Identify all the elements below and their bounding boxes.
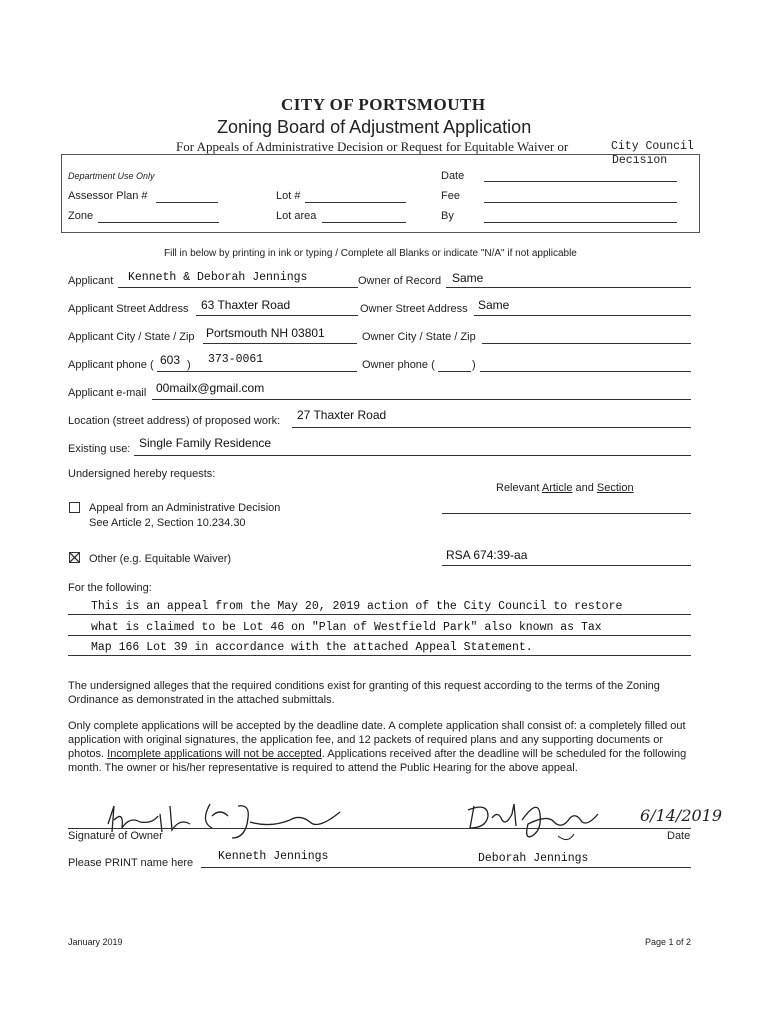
appeal-option-label: Appeal from an Administrative Decision	[89, 502, 281, 514]
existing-use-line	[134, 455, 691, 456]
following-line-2[interactable]: what is claimed to be Lot 46 on "Plan of Westfield Park" also known as Tax	[91, 621, 602, 634]
date-field[interactable]	[484, 181, 677, 182]
signature-label: Signature of Owner	[68, 830, 163, 842]
date-label: Date	[441, 170, 465, 182]
email-value[interactable]: 00mailx@gmail.com	[156, 381, 265, 395]
request-intro: Undersigned hereby requests:	[68, 468, 216, 480]
phone-area-value[interactable]: 603	[160, 353, 181, 367]
appeal-option-sub: See Article 2, Section 10.234.30	[89, 517, 246, 529]
applicant-name-line	[118, 287, 358, 288]
req-text-underlined: Incomplete applications will not be accepted	[107, 748, 322, 760]
relevant-article-section	[496, 482, 634, 494]
lot-area-field[interactable]	[322, 222, 406, 223]
fee-field[interactable]	[484, 202, 677, 203]
owner-phone-paren: )	[472, 359, 476, 371]
other-option-value[interactable]: RSA 674:39-aa	[446, 548, 528, 562]
requirements-paragraph	[68, 719, 693, 775]
location-line	[292, 427, 691, 428]
phone-number-value[interactable]: 373-0061	[208, 353, 264, 366]
fee-label: Fee	[441, 190, 460, 202]
relevant-text-a: Relevant	[496, 482, 542, 494]
zone-label: Zone	[68, 210, 94, 222]
owner-street-line	[474, 315, 691, 316]
other-option-line	[442, 565, 691, 566]
lot-label: Lot #	[276, 190, 301, 202]
zone-field[interactable]	[98, 222, 219, 223]
relevant-and: and	[572, 482, 597, 494]
req-text-a: Only complete applications will be accepted by the deadline date. A complete application shall consist of: a completely filled out application with original signatures, the application fee, and 12 packets of required plans and any supporting documents or photos.	[68, 720, 686, 760]
following-label: For the following:	[68, 582, 152, 594]
city-label: Applicant City / State / Zip	[68, 331, 195, 343]
checkmark-x-icon	[70, 553, 79, 562]
signature-line	[68, 828, 691, 829]
existing-use-value[interactable]: Single Family Residence	[139, 436, 272, 450]
printed-name-1[interactable]: Kenneth Jennings	[218, 850, 329, 863]
street-value[interactable]: 63 Thaxter Road	[201, 298, 291, 312]
relevant-section: Section	[596, 482, 634, 494]
print-name-line	[201, 867, 691, 868]
subtitle-typed-2: Decision	[612, 154, 668, 167]
req-text-b: . Applications received after the deadline will be scheduled for the following month. The owner or his/her representative is required to attend the Public Hearing for the above appeal.	[68, 748, 687, 774]
owner-record-value[interactable]: Same	[452, 271, 484, 285]
email-label: Applicant e-mail	[68, 387, 147, 399]
other-option-label: Other (e.g. Equitable Waiver)	[89, 553, 232, 565]
subtitle-typed: City Council	[611, 140, 694, 153]
street-line	[196, 315, 358, 316]
form-subtitle: For Appeals of Administrative Decision or Request for Equitable Waiver or	[176, 139, 569, 154]
by-label: By	[441, 210, 454, 222]
owner-phone-line[interactable]	[480, 371, 691, 372]
lot-field[interactable]	[305, 202, 406, 203]
footer-date: January 2019	[68, 937, 123, 947]
owner-record-line	[446, 287, 691, 288]
conditions-paragraph: The undersigned alleges that the required conditions exist for granting of this request according to the terms of the Zoning Ordinance as demonstrated in the attached submittals.	[68, 680, 660, 706]
assessor-plan-field[interactable]	[156, 202, 218, 203]
following-rule-2	[68, 635, 691, 636]
city-heading: CITY OF PORTSMOUTH	[281, 95, 486, 114]
street-label: Applicant Street Address	[68, 303, 189, 315]
owner-city-line[interactable]	[482, 343, 691, 344]
phone-line	[157, 371, 357, 372]
lot-area-label: Lot area	[276, 210, 317, 222]
owner-phone-area-line[interactable]	[438, 371, 471, 372]
other-checkbox[interactable]	[69, 552, 80, 563]
by-field[interactable]	[484, 222, 677, 223]
email-line	[152, 399, 691, 400]
form-title: Zoning Board of Adjustment Application	[217, 117, 532, 137]
owner-city-label: Owner City / State / Zip	[362, 331, 476, 343]
applicant-name-value[interactable]: Kenneth & Deborah Jennings	[128, 271, 308, 284]
existing-use-label: Existing use:	[68, 443, 131, 455]
relevant-article: Article	[541, 482, 573, 494]
owner-record-label: Owner of Record	[358, 275, 442, 287]
owner-street-value[interactable]: Same	[478, 298, 510, 312]
footer-page-number: Page 1 of 2	[645, 937, 692, 947]
following-line-3[interactable]: Map 166 Lot 39 in accordance with the attached Appeal Statement.	[91, 641, 533, 654]
location-value[interactable]: 27 Thaxter Road	[297, 408, 387, 422]
phone-paren: )	[187, 359, 191, 371]
following-line-1[interactable]: This is an appeal from the May 20, 2019 action of the City Council to restore	[91, 600, 623, 613]
city-line	[203, 343, 357, 344]
signature-date-value[interactable]: 6/14/2019	[640, 806, 723, 825]
owner-phone-label: Owner phone (	[362, 359, 435, 371]
owner-signature-2	[458, 796, 618, 846]
phone-label: Applicant phone (	[68, 359, 154, 371]
following-rule-3	[68, 655, 691, 656]
dept-use-heading: Department Use Only	[68, 171, 155, 181]
date-sig-label: Date	[667, 830, 691, 842]
following-rule-1	[68, 614, 691, 615]
appeal-article-line[interactable]	[442, 513, 691, 514]
print-name-label: Please PRINT name here	[68, 857, 194, 869]
instructions: Fill in below by printing in ink or typing / Complete all Blanks or indicate "N/A" if not applicable	[164, 248, 577, 259]
assessor-plan-label: Assessor Plan #	[68, 190, 148, 202]
location-label: Location (street address) of proposed work:	[68, 415, 281, 427]
city-value[interactable]: Portsmouth NH 03801	[206, 326, 325, 340]
applicant-label: Applicant	[68, 275, 114, 287]
owner-street-label: Owner Street Address	[360, 303, 468, 315]
printed-name-2[interactable]: Deborah Jennings	[478, 852, 589, 865]
appeal-checkbox[interactable]	[69, 502, 80, 513]
